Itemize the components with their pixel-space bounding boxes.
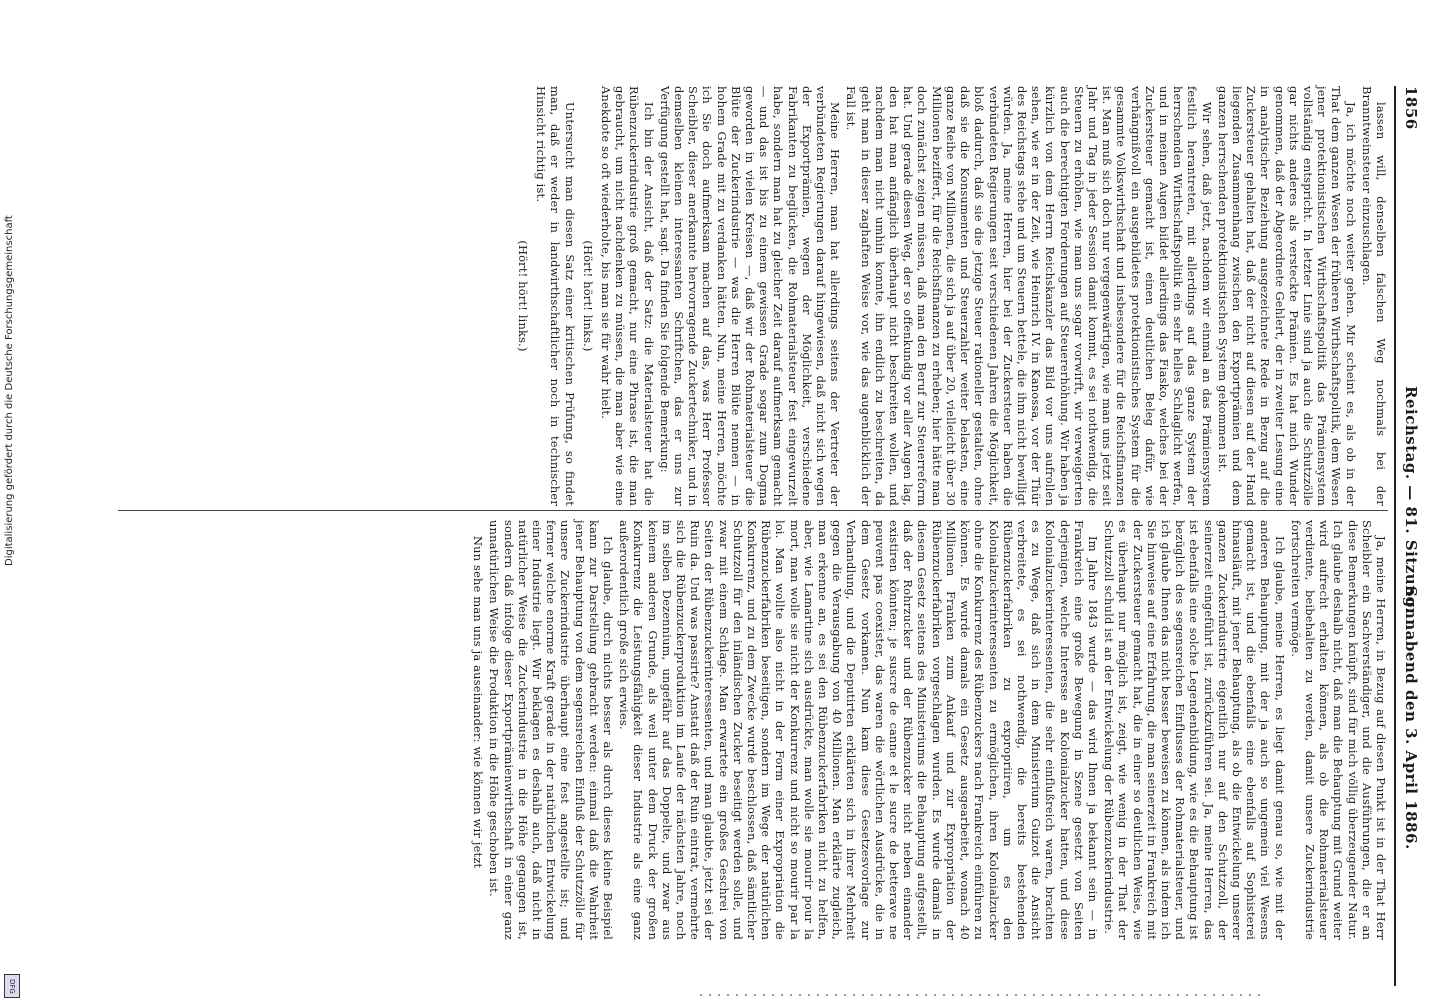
- left-paragraph-1: lassen will, denselben falschen Weg nochmals bei der Branntweinsteuer einzuschlagen.: [1359, 86, 1388, 506]
- running-header: [1398, 86, 1420, 986]
- header-date: Sonnabend den 3. April 1886.: [1402, 586, 1420, 850]
- page-number: 1856: [1402, 86, 1420, 130]
- right-paragraph-3: Im Jahre 1843 wurde — das wird Ihnen ja bekannt sein — in Frankreich eine große Bewegung in Szene gesetzt von Seiten derjenigen, welche Interesse an Kolonialzucker hatten, und diese Kolonialzuckerinteressenten, die sehr einflußreich waren, brachten es zu Wege, daß sich in dem Ministerium Guizot die Ansicht verbreitete, es sei nothwendig, die bereits bestehenden Rübenzuckerfabriken zu expropriiren, um es den Kolonialzuckerinteressenten zu ermöglichen, ihren Kolonialzucker ohne die Konkurrenz des Rübenzuckers nach Frankreich einführen zu können. Es wurde damals ein Gesetz ausgearbeitet, wonach 40 Millionen Franken zum Ankauf und zur Expropriation der Rübenzuckerfabriken vorgeschlagen wurden. Es wurde damals in diesem Gesetz seitens des Ministeriums die Behauptung aufgestellt, daß der Rohrzucker und der Rübenzucker nicht neben einander existiren könnten; je suscre de canne et le sucre de betterave ne peuvent pas coexister, das waren die wörtlichen Ausdrücke, die in dem Gesetz vorkamen. Nun kam diese Gesetzesvorlage zur Verhandlung, und die Deputirten erklärten sich in ihrer Mehrheit gegen die Verausgabung von 40 Millionen. Man erklärte zugleich, man erkenne an, es sei den Rübenzuckerfabriken nicht zu helfen, aber, wie Lamartine sich ausdrückte, man wolle sie mourir pour la mort, man wolle sie nicht der Konkurrenz und nicht so mourir par la loi. Man wollte also nicht in der Form einer Expropriation die Rübenzuckerfabriken beseitigen, sondern im Wege der natürlichen Konkurrenz, und zu dem Zwecke wurde beschlossen, daß sämtlicher Schutzzoll für den inländischen Zucker beseitigt werden solle, und zwar mit einem Schlage. Man erwartete ein großes Geschrei von Seiten der Rübenzuckerinteressenten, und man glaubte, jetzt sei der Ruin da. Und was passirte? Anstatt daß der Ruin eintrat, vermehrte sich die Rübenzuckerproduktion im Laufe der nächsten Jahre, noch im selben Dezennium, ungefähr auf das Doppelte, und zwar aus keinem anderen Grunde, als weil unter dem Druck der großen Konkurrenz die Leistungsfähigkeit dieser Industrie als eine ganz außerordentlich große sich erwies.: [617, 520, 1100, 940]
- column-divider: [118, 510, 1388, 511]
- digitization-note: Digitalisierung gefördert durch die Deutsche Forschungsgemeinschaft: [4, 215, 15, 566]
- left-paragraph-4: Meine Herren, man hat allerdings seitens der Vertreter der verbündeten Regierungen darauf hingewiesen, daß nicht sich wegen der Exportprämien, wegen der Möglichkeit, verschiedene Fabrikanten zu beglücken, die Rohmaterialsteuer fest eingewurzelt habe, sondern man hat zu gleicher Zeit darauf aufmerksam gemacht — und das ist bis zu einem gewissen Grade sogar zum Dogma geworden in vielen Kreisen —, daß wir der Rohmaterialsteuer die Blüte der Zuckerindustrie — was die Herren Blüte nennen — in hohem Grade mit zu verdanken hätten. Nun, meine Herren, möchte ich Sie doch aufmerksam machen auf das, was Herr Professor Scheibler, dieser anerkannte hervorragende Zuckertechniker, und in demselben kleinen interessanten Schriftchen, das er uns zur Verfügung gestellt hat, sagt. Da finden Sie folgende Bemerkung:: [657, 86, 843, 506]
- interjection-2: (Hört! hört! links.): [516, 240, 531, 352]
- scanned-document: [100, 86, 1420, 986]
- left-paragraph-5: Ich bin der Ansicht, daß der Satz: die Materialsteuer hat die Rübenzuckerindustrie groß gemacht, nur eine Phrase ist, die man gebraucht, um nicht nachdenken zu müssen, die man aber wie eine Anekdote so oft wiederholte, bis man sie für wahr hielt.: [599, 86, 656, 506]
- left-paragraph-6: Untersucht man diesen Satz einer kritischen Prüfung, so findet man, daß er weder in landwirthschaftlicher noch in technischer Hinsicht richtig ist.: [534, 86, 577, 506]
- dfg-logo: DFG: [4, 974, 20, 998]
- right-paragraph-2: Ich glaube, meine Herren, es liegt damit genau so, wie mit der anderen Behauptung, mit der ja auch so ungemein viel Wesens gemacht ist, und die ebenfalls eine ebenfalls auf Sophisterei hinausläuft, mit jener Behauptung, als ob die Entwickelung unserer ganzen Zuckerindustrie eigentlich nur auf den Schutzzoll, der seinerzeit eingeführt ist, zurückzuführen sei. Ja, meine Herren, das ist ebenfalls eine solche Legendenbildung, wie es die Behauptung ist bezüglich des segensreichen Einflusses der Rohmaterialsteuer, und ich glaube Ihnen das nicht besser beweisen zu können, als indem ich Sie hinweise auf eine Erfahrung, die man seinerzeit in Frankreich mit der Zuckersteuer gemacht hat, die in einer so deutlichen Weise, wie es überhaupt nur möglich ist, zeigt, wie wenig in der That der Schutzzoll schuld ist an der Entwickelung der Rübenzuckerindustrie.: [1102, 520, 1287, 940]
- scan-edge-marks: [700, 994, 1260, 996]
- left-paragraph-2: Ja, ich möchte noch weiter gehen. Mir scheint es, als ob in der That dem ganzen Wesen der früheren Wirthschaftspolitik, dem Wesen jener protektionistischen Wirthschaftspolitik das Prämiensystem vollständig entspricht. In letzter Linie sind ja auch die Schutzzölle gar nichts anderes als versteckte Prämien. Es hat mich Wunder genommen, daß der Abgeordnete Gehlert, der in zweiter Lesung eine in analytischer Beziehung ausgezeichnete Rede in Bezug auf die Zuckersteuer gehalten hat, daß der nicht auf diesen auf der Hand liegenden Zusammenhang zwischen den Exportprämien und dem ganzen herrschenden protektionistischen System gekommen ist.: [1215, 86, 1358, 506]
- left-paragraph-3: Wir sehen, daß jetzt, nachdem wir einmal an das Prämiensystem festlich herantreten, mit allerdings auf das ganze System der herrschenden Wirthschaftspolitik ein sehr helles Schlaglicht werfen, und in meinen Augen bildet allerdings das Fiasko, welches bei der Zuckersteuer gemacht ist, einen deutlichen Beleg dafür, wie verhängnißvoll ein ausgebildetes protektionistisches System für die gesammte Volkswirthschaft und insbesondere für die Reichsfinanzen ist. Man muß sich doch nur vergegenwärtigen, wie man uns jetzt seit Jahr und Tag in jeder Session damit kommt, es sei nothwendig, die Steuern zu erhöhen, wie man uns sogar vorwirft, wir verweigerten auch die berechtigten Forderungen auf Steuererhöhung. Wir haben ja kürzlich von dem Herrn Reichskanzler das Bild vor uns aufrollen sehen, wie er in der Zeit, wie Heinrich IV. in Kanossa, vor der Thür des Reichstags stehe und um Steuern bettele, die ihm nicht bewilligt würden. Ja, meine Herren, hier bei der Zuckersteuer haben die verbündeten Regierungen seit verschiedenen Jahren die Möglichkeit, bloß dadurch, daß sie die jetzige Steuer rationeller gestalten, ohne daß sie die Konsumenten und Steuerzahler weiter belasten, eine ganze Reihe von Millionen, die sich ja auf über 20, vielleicht über 30 Millionen beziffert, für die Reichsfinanzen zu erheben; hier hätte man doch zunächst zeigen müssen, daß man den Beruf zur Steuerreform hat. Und gerade diesen Weg, der so offenkundig vor aller Augen lag, den hat man anfänglich überhaupt nicht beschreiten wollen, und nachdem man nicht umhin konnte, ihn endlich zu beschreiten, da geht man in dieser zaghaften Weise vor, wie das augenblicklich der Fall ist.: [844, 86, 1214, 506]
- right-column: [469, 520, 1388, 940]
- header-rule: [1394, 86, 1396, 986]
- left-column: [512, 86, 1388, 506]
- right-paragraph-1: Ja, meine Herren, in Bezug auf diesen Punkt ist in der That Herr Scheibler ein Sachverständiger, und die Ausführungen, die er an diese Bemerkungen knüpft, sind für mich völlig überzeugender Natur. Ich glaube deshalb nicht, daß man die Behauptung mit Grund weiter wird aufrecht erhalten können, als ob die Rohmaterialsteuer verdiente, beibehalten zu werden, damit unsere Zuckerindustrie fortschreiten vermöge.: [1288, 520, 1388, 940]
- right-paragraph-5: Nun sehe man uns ja auseinander: wie können wir jetzt: [471, 536, 486, 869]
- right-paragraph-4: Ich glaube, durch nichts besser als durch dieses kleine Beispiel kann zur Darstellung gebracht werden: einmal daß die Wahrheit jener Behauptung von dem segensreichen Einfluß der Schutzzölle für unsere Zuckerindustrie überhaupt eine fest angestellte ist; und ferner welche enorme Kraft gerade in der natürlichen Entwickelung einer Industrie liegt. Wir beklagen es deshalb auch, daß nicht in natürlicher Weise die Zuckerindustrie in die Höhe gegangen ist, sondern daß infolge dieser Exportprämienwirthschaft in einer ganz unnatürlichen Weise die Produktion in die Höhe geschoben ist.: [487, 520, 616, 940]
- header-session: Reichstag. — 81. Sitzung.: [1402, 386, 1420, 614]
- interjection-1: (Hört! hört! links.): [580, 240, 595, 352]
